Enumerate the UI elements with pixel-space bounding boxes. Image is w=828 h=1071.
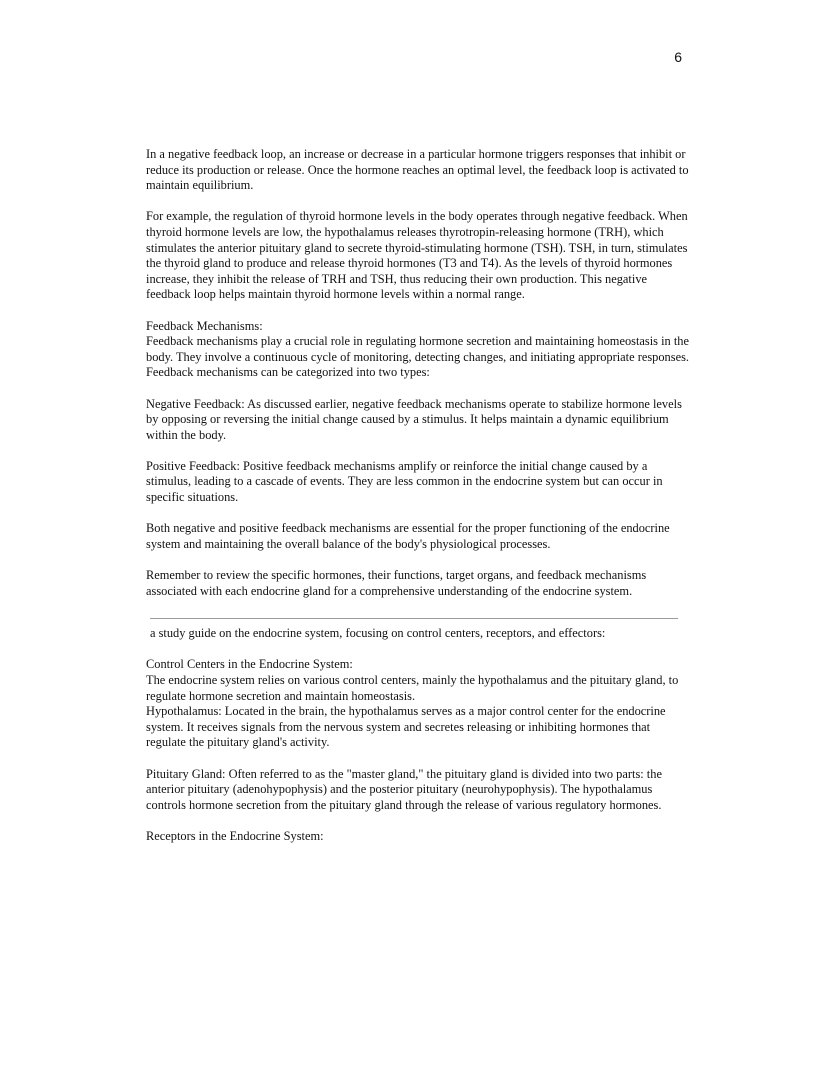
heading-receptors: Receptors in the Endocrine System: — [146, 828, 324, 843]
horizontal-divider — [150, 618, 678, 619]
paragraph-feedback-types: Feedback mechanisms can be categorized into two types: — [146, 365, 430, 380]
paragraph-study-guide-intro: a study guide on the endocrine system, focusing on control centers, receptors, and effectors: — [150, 626, 606, 641]
paragraph-remember: Remember to review the specific hormones, their functions, target organs, and feedback mechanisms associated with each endocrine gland for a comprehensive understanding of the endocrine system. — [146, 568, 647, 598]
paragraph-thyroid-example: For example, the regulation of thyroid hormone levels in the body operates through negative feedback. When thyroid hormone levels are low, the hypothalamus releases thyrotropin-releasing hormone (TRH), which stimulates the anterior pituitary gland to secrete thyroid-stimulating hormone (TSH). TSH, in turn, stimulates the thyroid gland to produce and release thyroid hormones (T3 and T4). As the levels of thyroid hormones increase, they inhibit the release of TRH and TSH, thus reducing their own production. This negative feedback loop helps maintain thyroid hormone levels within a normal range. — [146, 209, 688, 302]
page-number: 6 — [674, 49, 682, 65]
paragraph-control-intro: The endocrine system relies on various control centers, mainly the hypothalamus and the pituitary gland, to regulate hormone secretion and maintain homeostasis. — [146, 673, 679, 703]
heading-feedback-mechanisms: Feedback Mechanisms: — [146, 318, 263, 333]
paragraph-feedback-intro: Feedback mechanisms play a crucial role in regulating hormone secretion and maintaining homeostasis in the body. They involve a continuous cycle of monitoring, detecting changes, and initiating appropriate responses. — [146, 334, 689, 364]
paragraph-both-essential: Both negative and positive feedback mechanisms are essential for the proper functioning of the endocrine system and maintaining the overall balance of the body's physiological processes. — [146, 521, 670, 551]
heading-control-centers: Control Centers in the Endocrine System: — [146, 657, 353, 672]
document-body — [146, 147, 691, 860]
paragraph-negative-feedback: Negative Feedback: As discussed earlier, negative feedback mechanisms operate to stabilize hormone levels by opposing or reversing the initial change caused by a stimulus. It helps maintain a dynamic equilibrium within the body. — [146, 396, 682, 442]
paragraph-positive-feedback: Positive Feedback: Positive feedback mechanisms amplify or reinforce the initial change caused by a stimulus, leading to a cascade of events. They are less common in the endocrine system but can occur in specific situations. — [146, 458, 663, 505]
paragraph-pituitary: Pituitary Gland: Often referred to as the "master gland," the pituitary gland is divided into two parts: the anterior pituitary (adenohypophysis) and the posterior pituitary (neurohypophysis). The hypothalamus controls hormone secretion from the pituitary gland through the release of various regulatory hormones. — [146, 766, 662, 812]
paragraph-negative-loop: In a negative feedback loop, an increase or decrease in a particular hormone triggers responses that inhibit or reduce its production or release. Once the hormone reaches an optimal level, the feedback loop is activated to maintain equilibrium. — [146, 147, 689, 193]
paragraph-hypothalamus: Hypothalamus: Located in the brain, the hypothalamus serves as a major control center for the endocrine system. It receives signals from the nervous system and secretes releasing or inhibiting hormones that regulate the pituitary gland's activity. — [146, 704, 666, 750]
